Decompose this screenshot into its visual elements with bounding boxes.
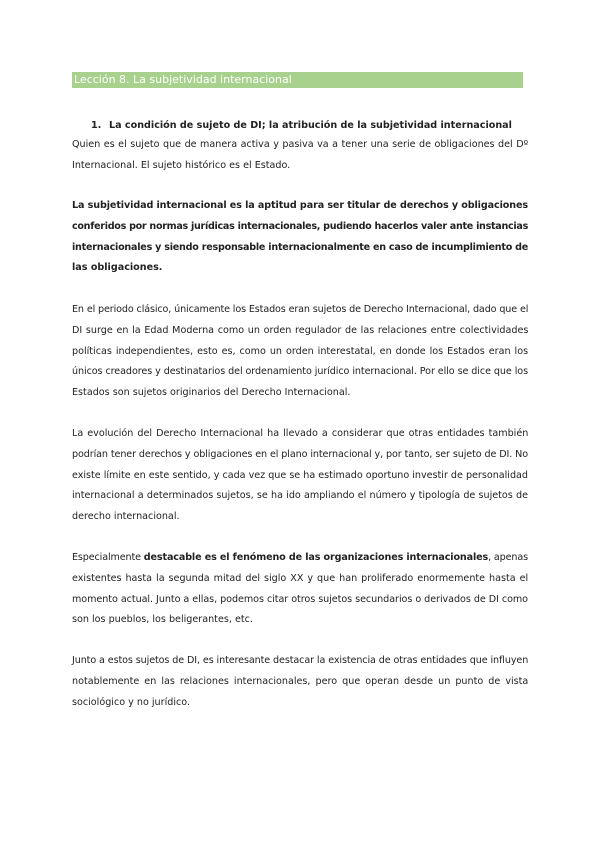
paragraph-1	[72, 135, 528, 177]
bold-text-run: destacable es el fenómeno de las organizaciones internacionales	[143, 552, 489, 563]
paragraph-line: conferidos por normas jurídicas internacionales, pudiendo hacerlos valer ante instancias	[72, 220, 528, 232]
paragraph-line: existe límite en este sentido, y cada vez que se ha estimado oportuno investir de personalidad	[72, 469, 528, 481]
paragraph-line: DI surge en la Edad Moderna como un orden regulador de las relaciones entre colectividades	[72, 324, 529, 336]
paragraph-line: derecho internacional.	[72, 511, 180, 523]
paragraph-line: las obligaciones.	[72, 262, 163, 274]
section-heading	[91, 117, 512, 135]
paragraph-line: Quien es el sujeto que de manera activa y pasiva va a tener una serie de obligaciones del Dº	[72, 139, 529, 150]
paragraph-line: momento actual. Junto a ellas, podemos citar otros sujetos secundarios o derivados de DI como	[72, 593, 528, 605]
paragraph-line: políticas independientes, esto es, como un orden interestatal, en donde los Estados eran los	[72, 345, 529, 357]
paragraph-line: Internacional. El sujeto histórico es el Estado.	[72, 159, 291, 171]
text-run: , apenas	[488, 552, 528, 563]
paragraph-line-mixed	[72, 548, 528, 569]
paragraph-line: Junto a estos sujetos de DI, es interesante destacar la existencia de otras entidades que influyen	[72, 655, 529, 666]
paragraph-line: notablemente en las relaciones internacionales, pero que operan desde un punto de vista	[72, 675, 529, 687]
paragraph-line: internacionales y siendo responsable internacionalmente en caso de incumplimiento de	[72, 241, 529, 253]
paragraph-4	[72, 424, 528, 528]
paragraph-line: La subjetividad internacional es la aptitud para ser titular de derechos y obligaciones	[72, 200, 528, 211]
paragraph-5	[72, 548, 528, 631]
section-number: 1.	[91, 120, 102, 131]
paragraph-6	[72, 651, 528, 713]
paragraph-2-definition	[72, 196, 528, 279]
paragraph-line: En el periodo clásico, únicamente los Estados eran sujetos de Derecho Internacional, dado que el	[72, 304, 529, 315]
paragraph-line: son los pueblos, los beligerantes, etc.	[72, 614, 253, 626]
paragraph-line: existentes hasta la segunda mitad del siglo XX y que han proliferado enormemente hasta el	[72, 572, 529, 584]
text-run: Especialmente	[72, 552, 144, 563]
lesson-title: Lección 8. La subjetividad internacional	[72, 72, 523, 88]
paragraph-line: internacional a determinados sujetos, se ha ido ampliando el número y tipología de sujetos de	[72, 490, 528, 502]
paragraph-line: Estados son sujetos originarios del Derecho Internacional.	[72, 387, 351, 399]
paragraph-3	[72, 300, 528, 404]
paragraph-line: sociológico y no jurídico.	[72, 696, 191, 708]
paragraph-line: La evolución del Derecho Internacional ha llevado a considerar que otras entidades también	[72, 428, 529, 439]
paragraph-line: únicos creadores y destinatarios del ordenamiento jurídico internacional. Por ello se dice que los	[72, 366, 528, 378]
paragraph-line: podrían tener derechos y obligaciones en el plano internacional y, por tanto, ser sujeto de DI. No	[72, 448, 528, 460]
section-heading-text: La condición de sujeto de DI; la atribución de la subjetividad internacional	[109, 120, 512, 131]
